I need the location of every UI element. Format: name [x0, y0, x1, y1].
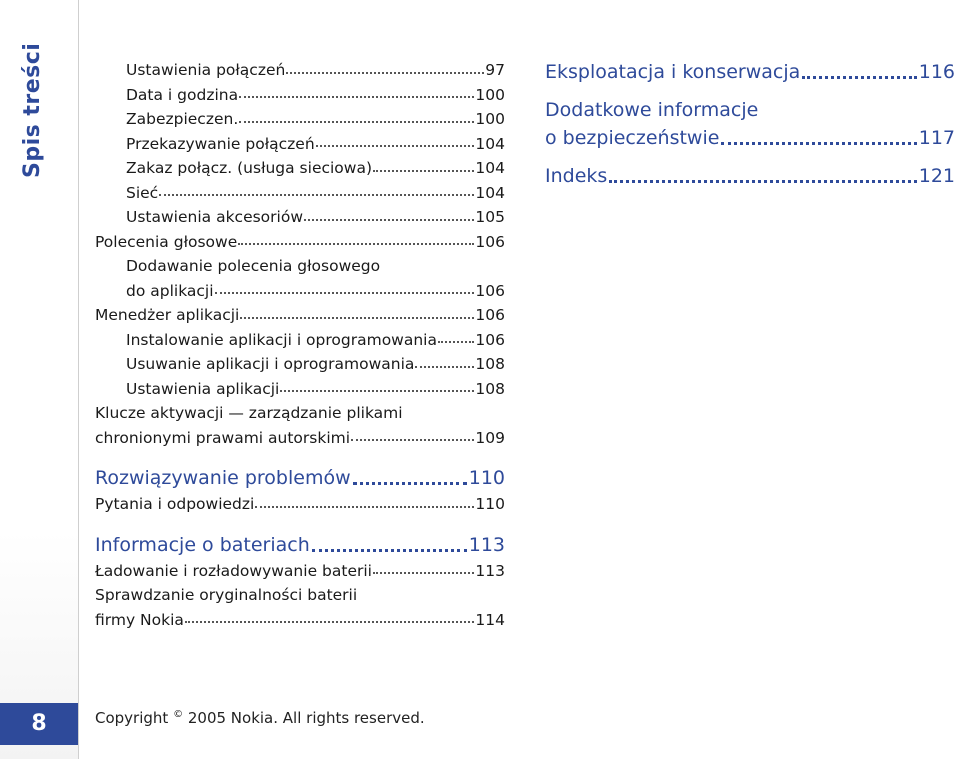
- toc-left-column: [95, 58, 505, 632]
- leader-dots: [802, 75, 916, 79]
- leader-dots: [316, 144, 475, 147]
- toc-heading-label: Indeks: [545, 165, 608, 187]
- toc-entry-page: 106: [475, 281, 505, 300]
- toc-section-heading[interactable]: [545, 162, 955, 190]
- leader-dots: [373, 571, 474, 574]
- toc-entry[interactable]: [95, 58, 505, 83]
- leader-dots: [255, 505, 474, 508]
- toc-entry[interactable]: [95, 426, 505, 451]
- leader-dots: [312, 548, 467, 552]
- toc-right-column: [545, 58, 955, 190]
- toc-entry[interactable]: [95, 181, 505, 206]
- toc-entry-label: Sieć: [126, 183, 159, 202]
- leader-dots: [373, 169, 474, 172]
- toc-entry-first-line[interactable]: [95, 401, 505, 426]
- toc-entry-page: 100: [475, 110, 505, 128]
- toc-heading-label: Informacje o bateriach: [95, 533, 310, 556]
- toc-entry[interactable]: [95, 352, 505, 377]
- toc-entry-page: 113: [475, 561, 505, 580]
- toc-section-heading[interactable]: [545, 58, 955, 86]
- leader-dots: [351, 438, 474, 441]
- toc-heading-label: o bezpieczeństwie: [545, 127, 720, 149]
- toc-entry[interactable]: [95, 107, 505, 132]
- leader-dots: [438, 340, 474, 343]
- toc-heading-page: 110: [468, 467, 505, 489]
- toc-entry-page: 114: [475, 610, 505, 629]
- copyright-symbol: ©: [173, 709, 184, 720]
- leader-dots: [280, 389, 474, 392]
- chapter-title: Spis treści: [20, 42, 45, 178]
- toc-section-heading[interactable]: [95, 531, 505, 559]
- toc-entry[interactable]: [95, 492, 505, 517]
- toc-entry-page: 97: [485, 61, 505, 79]
- toc-entry-label: Klucze aktywacji — zarządzanie plikami: [95, 404, 403, 422]
- toc-entry-label: Instalowanie aplikacji i oprogramowania: [126, 330, 437, 349]
- leader-dots: [240, 316, 474, 319]
- toc-entry-page: 106: [475, 306, 505, 324]
- toc-entry[interactable]: [95, 279, 505, 304]
- toc-entry[interactable]: [95, 132, 505, 157]
- toc-heading-label: Dodatkowe informacje: [545, 99, 759, 121]
- leader-dots: [415, 365, 474, 368]
- toc-entry[interactable]: [95, 377, 505, 402]
- toc-heading-page: 117: [918, 127, 955, 149]
- leader-dots: [353, 481, 467, 485]
- toc-entry[interactable]: [95, 608, 505, 633]
- copyright-notice: [95, 709, 425, 727]
- toc-entry[interactable]: [95, 230, 505, 255]
- toc-heading-page: 121: [918, 165, 955, 187]
- toc-entry-label: Ustawienia akcesoriów: [126, 208, 304, 226]
- toc-entry-first-line[interactable]: [95, 254, 505, 279]
- leader-dots: [238, 242, 474, 245]
- toc-entry-page: 109: [475, 428, 505, 447]
- toc-entry-label: firmy Nokia: [95, 610, 184, 629]
- leader-dots: [185, 620, 474, 623]
- toc-entry-label: Zakaz połącz. (usługa sieciowa): [126, 159, 373, 177]
- toc-entry-page: 110: [475, 495, 505, 513]
- leader-dots: [239, 120, 474, 123]
- toc-entry-page: 104: [475, 183, 505, 202]
- toc-entry-first-line[interactable]: [95, 583, 505, 608]
- toc-entry-page: 105: [475, 208, 505, 226]
- toc-entry[interactable]: [95, 303, 505, 328]
- toc-entry-page: 104: [475, 134, 505, 153]
- toc-entry-label: Pytania i odpowiedzi: [95, 495, 255, 513]
- toc-entry-page: 104: [475, 159, 505, 177]
- toc-entry-label: Ładowanie i rozładowywanie baterii: [95, 561, 372, 580]
- toc-section-heading-first-line[interactable]: [545, 96, 955, 124]
- leader-dots: [721, 141, 916, 145]
- toc-entry-label: Sprawdzanie oryginalności baterii: [95, 586, 358, 604]
- toc-entry-label: Polecenia głosowe: [95, 232, 238, 251]
- toc-entry-page: 100: [475, 85, 505, 104]
- leader-dots: [159, 193, 474, 196]
- page-number: 8: [0, 703, 78, 745]
- toc-entry-label: Przekazywanie połączeń: [126, 134, 315, 153]
- toc-entry-page: 106: [475, 330, 505, 349]
- toc-entry-label: Menedżer aplikacji: [95, 306, 240, 324]
- toc-entry[interactable]: [95, 156, 505, 181]
- toc-entry[interactable]: [95, 205, 505, 230]
- toc-entry-label: Data i godzina: [126, 85, 239, 104]
- toc-entry[interactable]: [95, 83, 505, 108]
- toc-heading-label: Eksploatacja i konserwacja: [545, 61, 801, 83]
- toc-entry-label: do aplikacji: [126, 281, 214, 300]
- leader-dots: [239, 95, 474, 98]
- toc-entry-label: Dodawanie polecenia głosowego: [126, 257, 381, 275]
- toc-entry-label: chronionymi prawami autorskimi: [95, 428, 351, 447]
- leader-dots: [304, 218, 474, 221]
- toc-heading-page: 116: [918, 61, 955, 83]
- leader-dots: [609, 179, 916, 183]
- toc-entry-label: Usuwanie aplikacji i oprogramowania: [126, 355, 415, 373]
- toc-section-heading[interactable]: [545, 124, 955, 152]
- toc-entry-label: Ustawienia połączeń: [126, 61, 286, 79]
- toc-entry[interactable]: [95, 328, 505, 353]
- toc-entry-page: 106: [475, 232, 505, 251]
- toc-entry-label: Zabezpieczen.: [126, 110, 239, 128]
- toc-heading-page: 113: [468, 533, 505, 556]
- side-divider: [78, 0, 79, 759]
- leader-dots: [286, 71, 484, 74]
- toc-entry-page: 108: [475, 355, 505, 373]
- toc-heading-label: Rozwiązywanie problemów: [95, 467, 351, 489]
- toc-entry[interactable]: [95, 559, 505, 584]
- copyright-text: 2005 Nokia. All rights reserved.: [187, 709, 425, 727]
- toc-entry-page: 108: [475, 379, 505, 398]
- toc-section-heading[interactable]: [95, 464, 505, 492]
- leader-dots: [215, 291, 475, 294]
- toc-entry-label: Ustawienia aplikacji: [126, 379, 280, 398]
- copyright-prefix: Copyright: [95, 709, 169, 727]
